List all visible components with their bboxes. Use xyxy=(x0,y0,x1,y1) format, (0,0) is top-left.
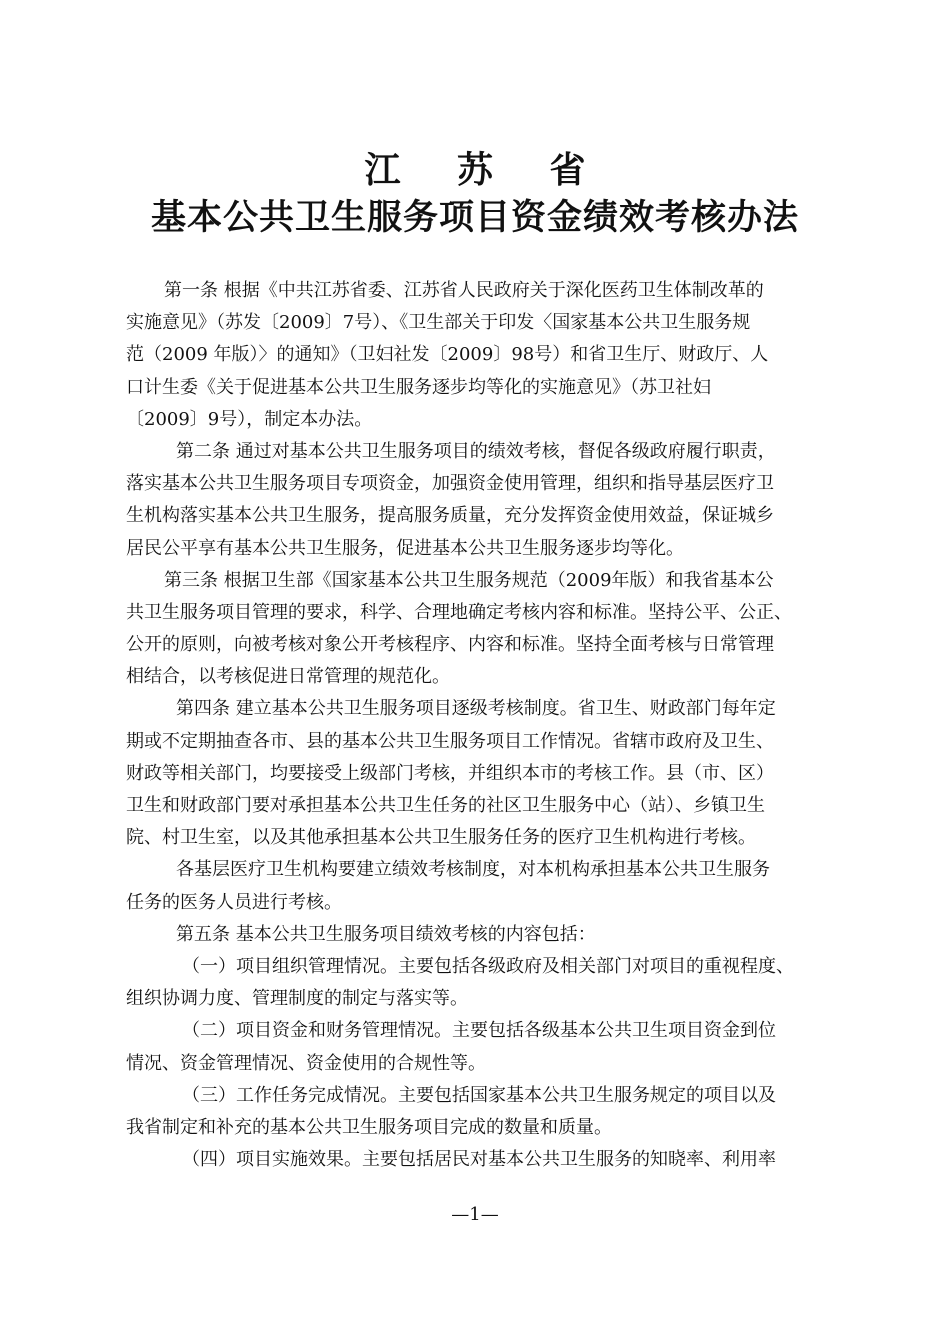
text-line: 我省制定和补充的基本公共卫生服务项目完成的数量和质量。 xyxy=(126,1116,612,1138)
text-line: 卫生和财政部门要对承担基本公共卫生任务的社区卫生服务中心（站）、乡镇卫生 xyxy=(126,795,765,816)
text-line: 相结合，以考核促进日常管理的规范化。 xyxy=(126,666,450,688)
text-line: 组织协调力度、管理制度的制定与落实等。 xyxy=(126,988,468,1010)
text-line: 期或不定期抽查各市、县的基本公共卫生服务项目工作情况。省辖市政府及卫生、 xyxy=(126,730,774,752)
text-line: （一）项目组织管理情况。主要包括各级政府及相关部门对项目的重视程度、 xyxy=(182,955,794,977)
text-line: 共卫生服务项目管理的要求，科学、合理地确定考核内容和标准。坚持公平、公正、 xyxy=(126,601,792,623)
text-line: 生机构落实基本公共卫生服务，提高服务质量，充分发挥资金使用效益，保证城乡 xyxy=(126,505,774,527)
text-line: 第一条 根据《中共江苏省委、江苏省人民政府关于深化医药卫生体制改革的 xyxy=(164,280,764,301)
text-line: 〔2009〕9号），制定本办法。 xyxy=(126,408,373,430)
document-title-main: 基本公共卫生服务项目资金绩效考核办法 xyxy=(150,197,799,238)
text-line: 范（2009 年版）〉的通知》（卫妇社发〔2009〕98号）和省卫生厅、财政厅、人 xyxy=(126,344,769,366)
text-line: 情况、资金管理情况、资金使用的合规性等。 xyxy=(126,1052,486,1074)
text-line: 任务的医务人员进行考核。 xyxy=(126,891,342,913)
text-line: 第二条 通过对基本公共卫生服务项目的绩效考核，督促各级政府履行职责， xyxy=(176,440,776,462)
text-line: （二）项目资金和财务管理情况。主要包括各级基本公共卫生项目资金到位 xyxy=(182,1020,776,1042)
text-line: 财政等相关部门，均要接受上级部门考核，并组织本市的考核工作。县（市、区） xyxy=(126,762,774,784)
text-line: 居民公平享有基本公共卫生服务，促进基本公共卫生服务逐步均等化。 xyxy=(126,537,684,559)
text-line: 口计生委《关于促进基本公共卫生服务逐步均等化的实施意见》（苏卫社妇 xyxy=(126,376,711,398)
text-line: 第三条 根据卫生部《国家基本公共卫生服务规范（2009年版）和我省基本公 xyxy=(164,569,774,591)
page-number: —1— xyxy=(451,1204,499,1225)
text-line: 第四条 建立基本公共卫生服务项目逐级考核制度。省卫生、财政部门每年定 xyxy=(176,698,776,720)
text-line: 第五条 基本公共卫生服务项目绩效考核的内容包括： xyxy=(176,923,596,945)
document-title-province: 江 苏 省 xyxy=(364,149,608,191)
text-line: 公开的原则，向被考核对象公开考核程序、内容和标准。坚持全面考核与日常管理 xyxy=(126,634,774,656)
text-line: 实施意见》（苏发〔2009〕7号）、《卫生部关于印发〈国家基本公共卫生服务规 xyxy=(126,312,751,334)
text-line: 落实基本公共卫生服务项目专项资金，加强资金使用管理，组织和指导基层医疗卫 xyxy=(126,473,774,495)
text-line: （四）项目实施效果。主要包括居民对基本公共卫生服务的知晓率、利用率 xyxy=(182,1149,776,1171)
text-line: 各基层医疗卫生机构要建立绩效考核制度，对本机构承担基本公共卫生服务 xyxy=(176,859,770,881)
document-body xyxy=(126,275,826,1176)
text-line: （三）工作任务完成情况。主要包括国家基本公共卫生服务规定的项目以及 xyxy=(182,1084,776,1106)
text-line: 院、村卫生室，以及其他承担基本公共卫生服务任务的医疗卫生机构进行考核。 xyxy=(126,827,756,849)
